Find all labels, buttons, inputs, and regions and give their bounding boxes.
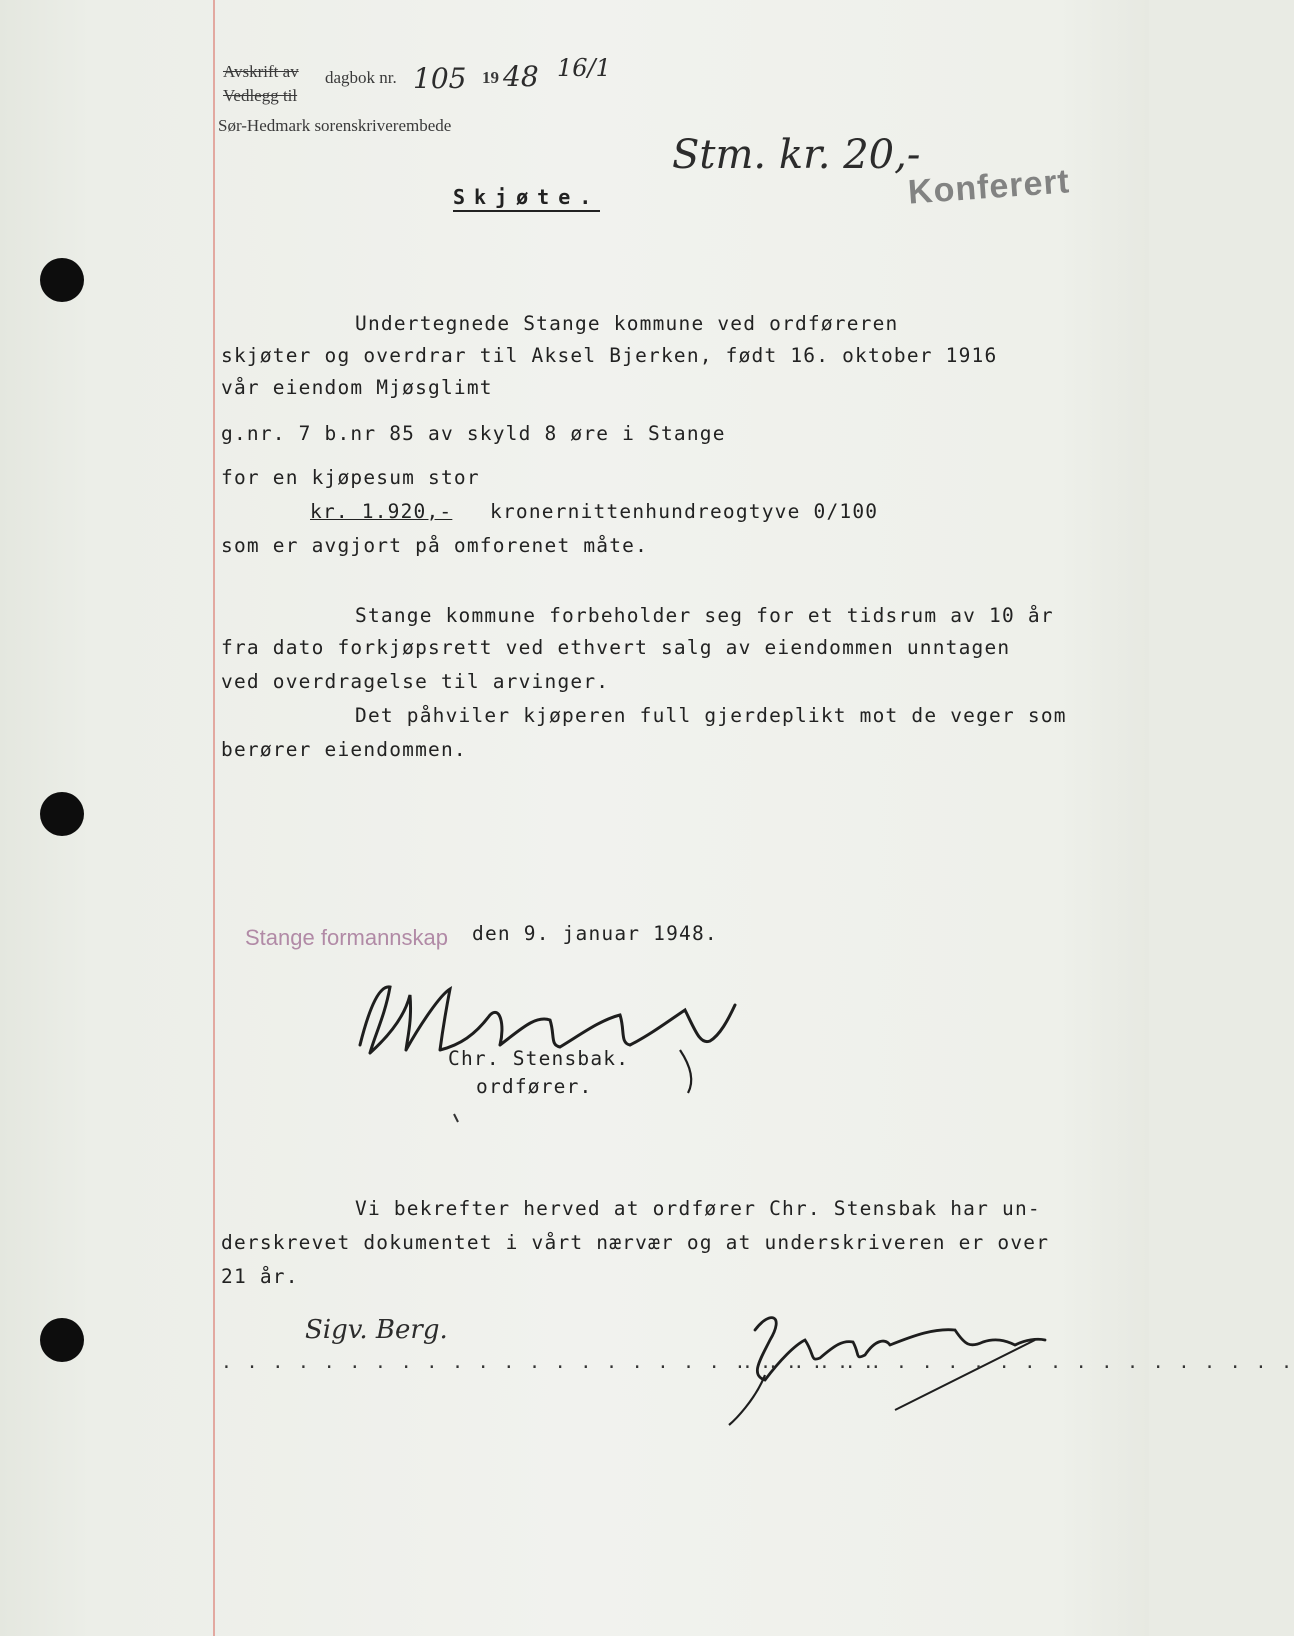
- witness-line: derskrevet dokumentet i vårt nærvær og at underskriveren er over: [221, 1231, 1050, 1254]
- handwritten-year: 48: [503, 60, 539, 93]
- date-line: den 9. januar 1948.: [472, 922, 718, 945]
- body-line: Stange kommune forbeholder seg for et tidsrum av 10 år: [355, 604, 1054, 627]
- body-line: for en kjøpesum stor: [221, 466, 480, 489]
- printed-year-prefix: 19: [482, 68, 499, 87]
- header-office-name: Sør-Hedmark sorenskriverembede: [218, 116, 452, 135]
- signature-dotted-line-left: . . . . . . . . . . . . . . . . . . . . . . . . . .: [221, 1352, 876, 1373]
- purchase-price: kr. 1.920,-: [310, 500, 453, 523]
- body-line: Undertegnede Stange kommune ved ordføreren: [355, 312, 899, 335]
- punch-hole-bottom: [40, 1318, 84, 1362]
- header-vedlegg-label: Vedlegg til: [223, 86, 298, 105]
- header-dagbok-label: dagbok nr.: [325, 68, 397, 87]
- witness-line: Vi bekrefter herved at ordfører Chr. Stensbak har un-: [355, 1197, 1041, 1220]
- body-line: g.nr. 7 b.nr 85 av skyld 8 øre i Stange: [221, 422, 726, 445]
- body-line: skjøter og overdrar til Aksel Bjerken, født 16. oktober 1916: [221, 344, 998, 367]
- stray-mark: [452, 1112, 462, 1124]
- konferert-stamp: Konferert: [906, 162, 1072, 212]
- stange-formannskap-stamp: Stange formannskap: [245, 925, 449, 950]
- signatory-title: ordfører.: [476, 1075, 593, 1098]
- witness-line: 21 år.: [221, 1265, 299, 1288]
- witness1-signature: Sigv. Berg.: [305, 1315, 448, 1345]
- handwritten-date: 16/1: [557, 54, 611, 82]
- handwritten-diary-number: 105: [413, 62, 467, 95]
- body-line: som er avgjort på omforenet måte.: [221, 534, 649, 557]
- body-line: ved overdragelse til arvinger.: [221, 670, 610, 693]
- body-line: fra dato forkjøpsrett ved ethvert salg av eiendommen unntagen: [221, 636, 1011, 659]
- signatory-name: Chr. Stensbak.: [448, 1047, 630, 1070]
- punch-hole-top: [40, 258, 84, 302]
- punch-hole-middle: [40, 792, 84, 836]
- margin-rule: [213, 0, 215, 1636]
- purchase-price-in-words: kronernittenhundreogtyve 0/100: [490, 500, 879, 523]
- body-line: vår eiendom Mjøsglimt: [221, 376, 493, 399]
- body-line: berører eiendommen.: [221, 738, 467, 761]
- body-line: Det påhviler kjøperen full gjerdeplikt mot de veger som: [355, 704, 1067, 727]
- signature-dotted-line-right: . . . . . . . . . . . . . . . . . . . . . .: [742, 1352, 1294, 1373]
- handwritten-stamp-duty: Stm. kr. 20,-: [672, 132, 921, 178]
- document-title: Skjøte.: [453, 185, 600, 212]
- header-avskrift-label: Avskrift av: [223, 62, 299, 81]
